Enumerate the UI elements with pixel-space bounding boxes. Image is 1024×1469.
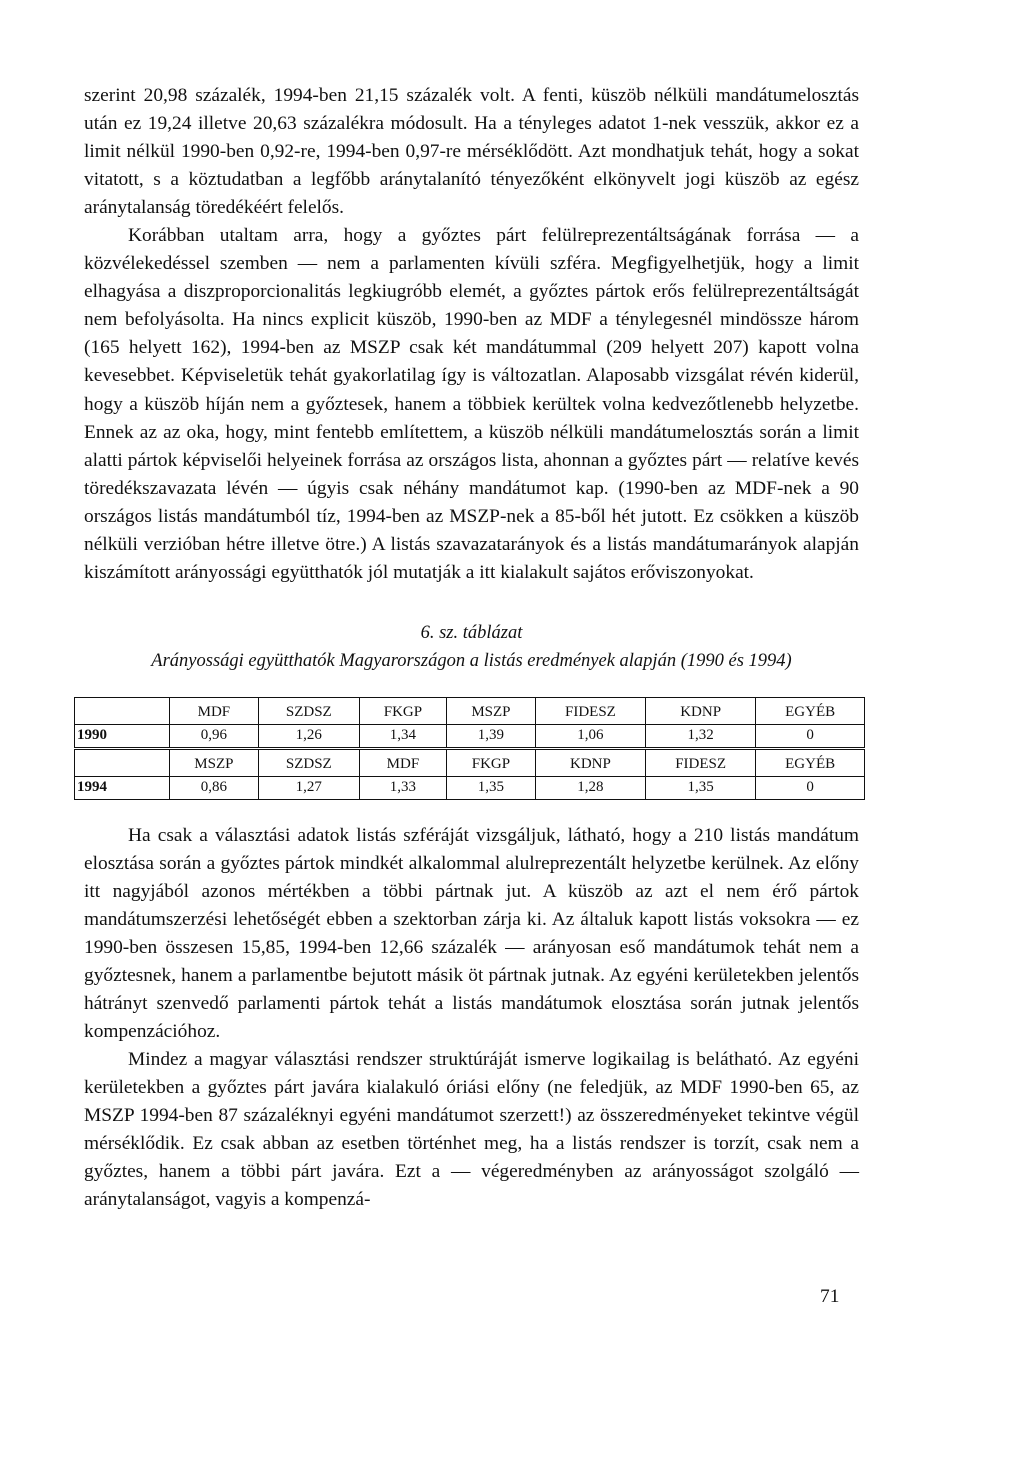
- table-value-cell: 1,26: [258, 724, 359, 748]
- table-header-cell: MSZP: [170, 748, 259, 776]
- table-header-cell: SZDSZ: [258, 748, 359, 776]
- table-header-cell: KDNP: [535, 748, 645, 776]
- table-header-cell: EGYÉB: [756, 697, 865, 724]
- paragraph-2: Korábban utaltam arra, hogy a győztes párt felülreprezentáltságának forrása — a közvélekedéssel szemben — nem a parlamenten kívüli szféra. Megfigyelhetjük, hogy a limit elhagyása a diszproporcionalitás legkiugróbb elemét, a győztes pártok erős felülreprezentáltságát nem befolyásolta. Ha nincs explicit küszöb, 1990-ben az MDF a ténylegesnél mindössze három (165 helyett 162), 1994-ben az MSZP csak két mandátummal (209 helyett 207) kapott volna kevesebbet. Képviseletük tehát gyakorlatilag így is változatlan. Alaposabb vizsgálat révén kiderül, hogy a küszöb híján nem a győztesek, hanem a többiek kerültek volna kedvezőtlenebb helyzetbe. Ennek az az oka, hogy, mint fentebb említettem, a küszöb nélküli mandátumelosztás során a limit alatti pártok képviselői helyeinek forrása az országos lista, ahonnan a győztes párt — relatíve kevés töredékszavazata lévén — úgyis csak néhány mandátumot kap. (1990-ben az MDF-nek a 90 országos listás mandátumból tíz, 1994-ben az MSZP-nek a 85-ből hét jutott. Ez csökken a küszöb nélküli verzióban hétre illetve ötre.) A listás szavazatarányok és a listás mandátumarányok alapján kiszámított arányossági együtthatók jól mutatják a itt kialakult sajátos erőviszonyokat.: [84, 225, 859, 583]
- table-value-cell: 1,33: [359, 776, 446, 799]
- page-number: 71: [820, 1286, 840, 1307]
- table-header-cell: FIDESZ: [646, 748, 756, 776]
- table-value-cell: 1,35: [646, 776, 756, 799]
- table-row-1994: [75, 776, 865, 799]
- table-value-cell: 1,06: [535, 724, 645, 748]
- table-header-row-1994: [75, 748, 865, 776]
- table-header-empty-cell: [75, 697, 170, 724]
- table-header-empty-cell: [75, 748, 170, 776]
- table-number: 6. sz. táblázat: [420, 622, 523, 643]
- table-value-cell: 1,27: [258, 776, 359, 799]
- top-text-block: [84, 82, 859, 587]
- paragraph-3: Ha csak a választási adatok listás szféráját vizsgáljuk, látható, hogy a 210 listás mandátum elosztása során a győztes pártok mindkét alkalommal alulreprezentált helyzetbe kerülnek. Az előny itt nagyjából azonos mértékben a többi pártnak jut. A küszöb az azt el nem érő pártok mandátumszerzési lehetőségét ebben a szektorban zárja ki. Az általuk kapott listás voksokra — ez 1990-ben összesen 15,85, 1994-ben 12,66 százalék — arányosan eső mandátumok tehát nem a győztesnek, hanem a parlamentbe bejutott másik öt pártnak jutnak. Az egyéni kerületekben jelentős hátrányt szenvedő parlamenti pártok tehát a listás mandátumok elosztása során jutnak jelentős kompenzációhoz.: [84, 824, 859, 1043]
- paragraph-1: szerint 20,98 százalék, 1994-ben 21,15 százalék volt. A fenti, küszöb nélküli mandátumelosztás után ez 19,24 illetve 20,63 százalékra módosult. Ha a tényleges adatot 1-nek vesszük, akkor ez a limit nélkül 1990-ben 0,92-re, 1994-ben 0,97-re mérséklődött. Azt mondhatjuk tehát, hogy a sokat vitatott, s a köztudatban a legfőbb aránytalanító tényezőként elkönyvelt jogi küszöb az egész aránytalanság töredékéért felelős.: [84, 85, 859, 219]
- bottom-text-block: [84, 822, 859, 1215]
- table-header-cell: FIDESZ: [535, 697, 645, 724]
- table-header-cell: EGYÉB: [756, 748, 865, 776]
- table-header-row-1990: [75, 697, 865, 724]
- table-value-cell: 1,34: [359, 724, 446, 748]
- table-year-cell: 1990: [75, 724, 170, 748]
- proportionality-table: [74, 697, 865, 800]
- table-header-cell: MDF: [359, 748, 446, 776]
- table-title: Arányossági együtthatók Magyarországon a listás eredmények alapján (1990 és 1994): [151, 650, 792, 671]
- table-value-cell: 0,96: [170, 724, 259, 748]
- table-header-cell: FKGP: [447, 748, 536, 776]
- table-header-cell: MSZP: [447, 697, 536, 724]
- table-header-cell: FKGP: [359, 697, 446, 724]
- table-value-cell: 1,32: [646, 724, 756, 748]
- document-page: [77, 82, 859, 1215]
- table-row-1990: [75, 724, 865, 748]
- table-value-cell: 0,86: [170, 776, 259, 799]
- table-value-cell: 1,35: [447, 776, 536, 799]
- table-value-cell: 0: [756, 724, 865, 748]
- table-value-cell: 0: [756, 776, 865, 799]
- table-header-cell: MDF: [170, 697, 259, 724]
- table-value-cell: 1,28: [535, 776, 645, 799]
- table-year-cell: 1994: [75, 776, 170, 799]
- table-value-cell: 1,39: [447, 724, 536, 748]
- table-header-cell: KDNP: [646, 697, 756, 724]
- table-header-cell: SZDSZ: [258, 697, 359, 724]
- paragraph-4: Mindez a magyar választási rendszer struktúráját ismerve logikailag is belátható. Az egyéni kerületekben a győztes párt javára kialakuló óriási előny (ne feledjük, az MDF 1990-ben 65, az MSZP 1994-ben 87 százaléknyi egyéni mandátumot szerzett!) az összeredményeket tekintve végül mérséklődik. Ez csak abban az esetben történhet meg, ha a listás rendszer is torzít, csak nem a győztes, hanem a többi párt javára. Ezt a — végeredményben az arányosságot szolgáló — aránytalanságot, vagyis a kompenzá-: [84, 1049, 859, 1211]
